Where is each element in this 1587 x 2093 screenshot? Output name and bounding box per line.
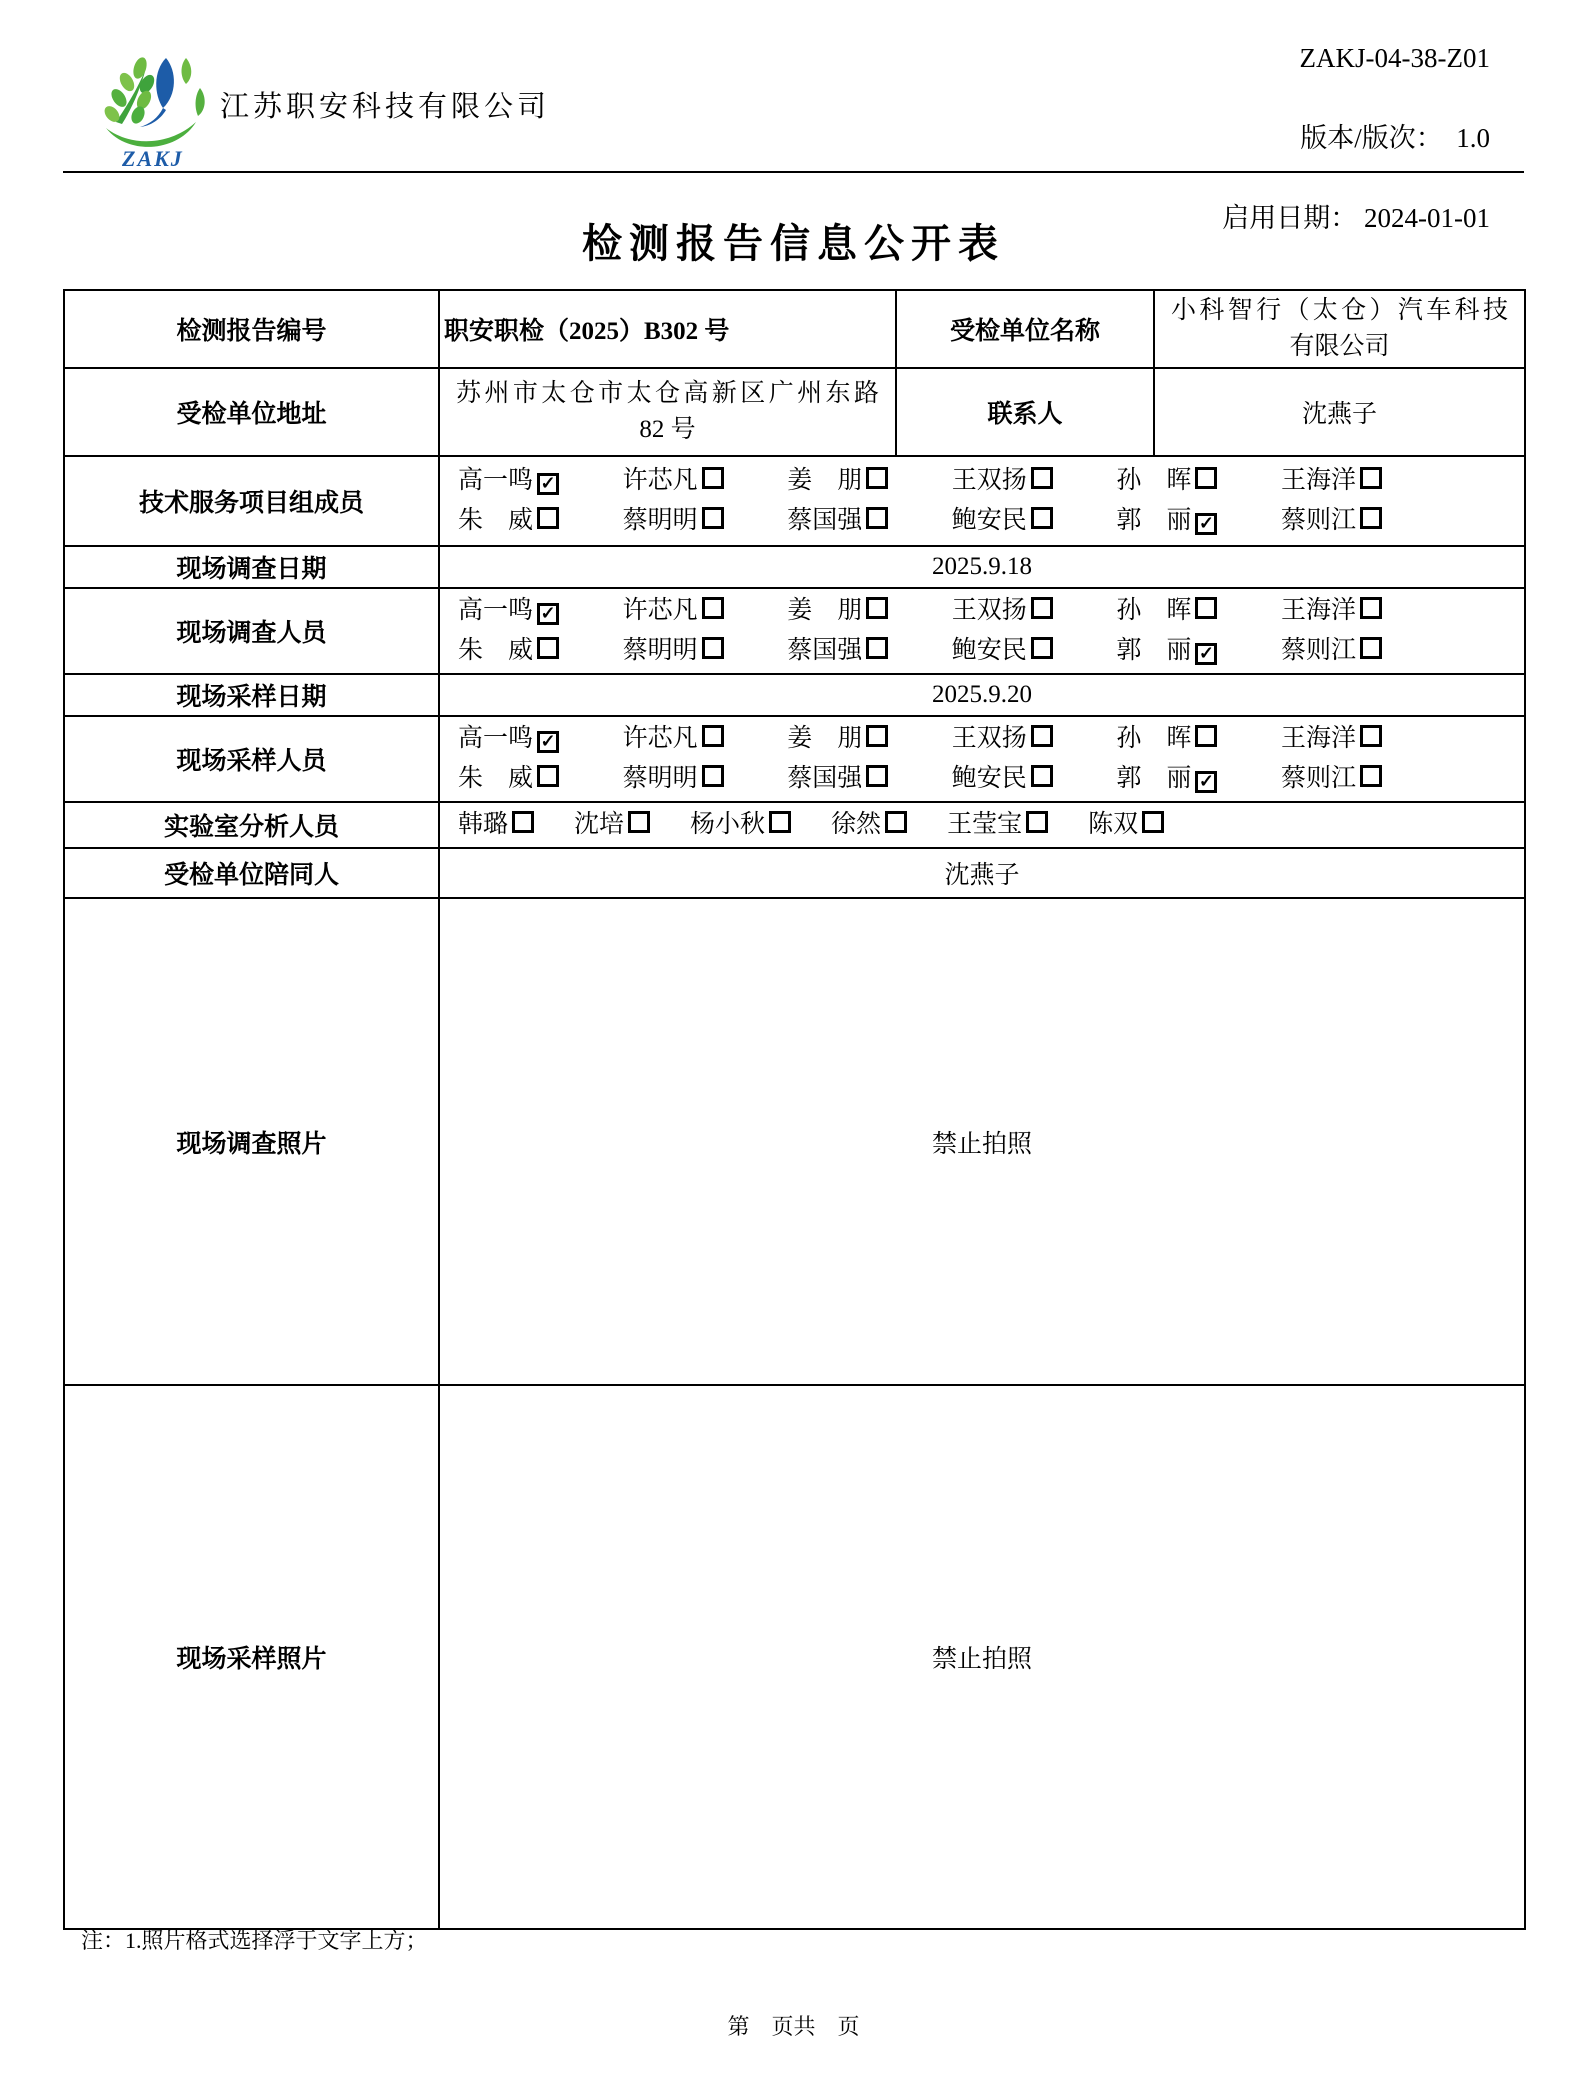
checkbox-unchecked-icon[interactable] (1195, 725, 1217, 747)
row-unit-address (64, 368, 1525, 456)
member-option (1281, 591, 1382, 631)
member-option (1116, 591, 1217, 631)
sampling-photo-area: 禁止拍照 (439, 1385, 1525, 1929)
member-checkbox-row (444, 461, 1520, 501)
escort-value: 沈燕子 (439, 848, 1525, 898)
member-checkbox-row (444, 501, 1520, 541)
member-checkbox-row (444, 719, 1520, 759)
member-name: 姜 朋 (787, 725, 863, 752)
row-survey-photo (64, 898, 1525, 1385)
checkbox-unchecked-icon[interactable] (702, 597, 724, 619)
member-name: 姜 朋 (787, 467, 863, 494)
member-option (623, 461, 724, 501)
checkbox-unchecked-icon[interactable] (1142, 811, 1164, 833)
member-option (1116, 631, 1217, 671)
member-option (787, 591, 888, 631)
member-option (623, 719, 724, 759)
checkbox-unchecked-icon[interactable] (866, 507, 888, 529)
member-option (458, 591, 559, 631)
member-option (1281, 631, 1382, 671)
company-name: 江苏职安科技有限公司 (220, 91, 551, 123)
checkbox-unchecked-icon[interactable] (1031, 765, 1053, 787)
checkbox-unchecked-icon[interactable] (866, 725, 888, 747)
checkbox-unchecked-icon[interactable] (537, 507, 559, 529)
doc-start-date: 启用日期： 2024-01-01 (1222, 203, 1490, 233)
unit-name-line1: 小科智行（太仓）汽车科技 (1171, 297, 1508, 324)
checkbox-unchecked-icon[interactable] (628, 811, 650, 833)
member-option (1281, 759, 1382, 799)
member-checkbox-row (444, 591, 1520, 631)
member-name: 蔡则江 (1280, 507, 1356, 534)
row-escort (64, 848, 1525, 898)
member-option (787, 631, 888, 671)
unit-name-value (1154, 290, 1525, 368)
member-name: 郭 丽 (1116, 507, 1192, 534)
team-label: 技术服务项目组成员 (64, 456, 439, 546)
survey-date-label: 现场调查日期 (64, 546, 439, 588)
checkbox-unchecked-icon[interactable] (866, 597, 888, 619)
lab-label: 实验室分析人员 (64, 802, 439, 848)
member-name: 王双扬 (951, 725, 1027, 752)
doc-code: ZAKJ-04-38-Z01 (1299, 43, 1490, 73)
member-name: 鲍安民 (951, 765, 1027, 792)
member-option (787, 461, 888, 501)
member-option (623, 759, 724, 799)
member-name: 徐然 (831, 811, 882, 838)
member-option (623, 501, 724, 541)
unit-addr-line2: 82 号 (639, 416, 696, 443)
checkbox-unchecked-icon[interactable] (702, 507, 724, 529)
member-option (574, 805, 650, 845)
checkbox-unchecked-icon[interactable] (1360, 765, 1382, 787)
row-survey-staff (64, 588, 1525, 674)
checkbox-unchecked-icon[interactable] (1195, 597, 1217, 619)
member-option (787, 719, 888, 759)
checkbox-unchecked-icon[interactable] (1360, 597, 1382, 619)
survey-staff-label: 现场调查人员 (64, 588, 439, 674)
member-name: 蔡国强 (787, 765, 863, 792)
row-sampling-date (64, 674, 1525, 716)
member-name: 王海洋 (1280, 597, 1356, 624)
sampling-staff-cell (439, 716, 1525, 802)
checkbox-unchecked-icon[interactable] (866, 765, 888, 787)
member-name: 蔡则江 (1280, 637, 1356, 664)
survey-date-value: 2025.9.18 (439, 546, 1525, 588)
member-checkbox-row (444, 631, 1520, 671)
report-no-label: 检测报告编号 (64, 290, 439, 368)
member-option (787, 501, 888, 541)
report-info-table (63, 289, 1526, 1930)
checkbox-unchecked-icon[interactable] (1360, 725, 1382, 747)
member-option (1116, 719, 1217, 759)
checkbox-checked-icon[interactable]: ✓ (537, 473, 559, 495)
member-name: 孙 晖 (1116, 597, 1192, 624)
unit-addr-line1: 苏州市太仓市太仓高新区广州东路 (456, 380, 879, 407)
member-name: 鲍安民 (951, 507, 1027, 534)
member-name: 高一鸣 (458, 597, 534, 624)
checkbox-checked-icon[interactable]: ✓ (1195, 643, 1217, 665)
member-option (952, 501, 1053, 541)
member-name: 姜 朋 (787, 597, 863, 624)
checkbox-unchecked-icon[interactable] (769, 811, 791, 833)
member-name: 许芯凡 (622, 725, 698, 752)
checkbox-unchecked-icon[interactable] (537, 765, 559, 787)
unit-name-label: 受检单位名称 (896, 290, 1154, 368)
member-name: 许芯凡 (622, 597, 698, 624)
header-divider (63, 171, 1524, 173)
contact-value: 沈燕子 (1154, 368, 1525, 456)
row-lab-staff (64, 802, 1525, 848)
member-option (1281, 461, 1382, 501)
checkbox-unchecked-icon[interactable] (1031, 507, 1053, 529)
logo-abbr-text: ZAKJ (122, 146, 184, 171)
member-name: 沈培 (574, 811, 625, 838)
team-members-cell (439, 456, 1525, 546)
checkbox-unchecked-icon[interactable] (866, 637, 888, 659)
member-name: 孙 晖 (1116, 725, 1192, 752)
sampling-date-value: 2025.9.20 (439, 674, 1525, 716)
member-name: 蔡明明 (622, 637, 698, 664)
member-option (623, 631, 724, 671)
member-option (831, 805, 907, 845)
member-option (458, 759, 559, 799)
sampling-date-label: 现场采样日期 (64, 674, 439, 716)
member-name: 朱 威 (458, 765, 534, 792)
member-option (1281, 501, 1382, 541)
sampling-photo-label: 现场采样照片 (64, 1385, 439, 1929)
row-report-no (64, 290, 1525, 368)
member-option (947, 805, 1048, 845)
member-name: 蔡国强 (787, 637, 863, 664)
checkbox-unchecked-icon[interactable] (1360, 507, 1382, 529)
member-name: 韩璐 (458, 811, 509, 838)
member-name: 许芯凡 (622, 467, 698, 494)
member-name: 蔡明明 (622, 507, 698, 534)
checkbox-unchecked-icon[interactable] (1031, 637, 1053, 659)
page-title: 检测报告信息公开表 (582, 221, 1005, 266)
checkbox-unchecked-icon[interactable] (1360, 637, 1382, 659)
unit-addr-value (439, 368, 896, 456)
report-no-value: 职安职检（2025）B302 号 (439, 290, 896, 368)
member-option (458, 719, 559, 759)
member-name: 郭 丽 (1116, 637, 1192, 664)
member-option (1116, 759, 1217, 799)
member-name: 王双扬 (951, 467, 1027, 494)
member-name: 郭 丽 (1116, 765, 1192, 792)
footnote: 注：1.照片格式选择浮于文字上方； (81, 1928, 428, 1953)
member-name: 王双扬 (951, 597, 1027, 624)
lab-staff-cell (439, 802, 1525, 848)
member-name: 陈双 (1088, 811, 1139, 838)
member-option (458, 631, 559, 671)
member-option (1281, 719, 1382, 759)
checkbox-checked-icon[interactable]: ✓ (537, 603, 559, 625)
member-option (952, 759, 1053, 799)
member-option (952, 719, 1053, 759)
checkbox-unchecked-icon[interactable] (1031, 597, 1053, 619)
sampling-staff-label: 现场采样人员 (64, 716, 439, 802)
row-team-members (64, 456, 1525, 546)
checkbox-unchecked-icon[interactable] (885, 811, 907, 833)
member-option (952, 461, 1053, 501)
checkbox-unchecked-icon[interactable] (702, 765, 724, 787)
checkbox-unchecked-icon[interactable] (866, 467, 888, 489)
survey-staff-cell (439, 588, 1525, 674)
member-option (787, 759, 888, 799)
checkbox-unchecked-icon[interactable] (1031, 467, 1053, 489)
member-name: 朱 威 (458, 507, 534, 534)
member-name: 高一鸣 (458, 725, 534, 752)
checkbox-unchecked-icon[interactable] (702, 725, 724, 747)
member-option (1116, 501, 1217, 541)
row-survey-date (64, 546, 1525, 588)
member-option (690, 805, 791, 845)
checkbox-unchecked-icon[interactable] (512, 811, 534, 833)
member-option (623, 591, 724, 631)
checkbox-unchecked-icon[interactable] (537, 637, 559, 659)
checkbox-unchecked-icon[interactable] (702, 637, 724, 659)
checkbox-checked-icon[interactable]: ✓ (1195, 513, 1217, 535)
member-name: 孙 晖 (1116, 467, 1192, 494)
checkbox-unchecked-icon[interactable] (702, 467, 724, 489)
member-name: 王海洋 (1280, 725, 1356, 752)
checkbox-unchecked-icon[interactable] (1026, 811, 1048, 833)
doc-version: 版本/版次： 1.0 (1300, 123, 1490, 153)
member-option (458, 501, 559, 541)
member-name: 王海洋 (1280, 467, 1356, 494)
survey-photo-label: 现场调查照片 (64, 898, 439, 1385)
member-option (458, 461, 559, 501)
checkbox-checked-icon[interactable]: ✓ (1195, 771, 1217, 793)
checkbox-checked-icon[interactable]: ✓ (537, 731, 559, 753)
company-logo-icon (100, 52, 212, 150)
member-name: 高一鸣 (458, 467, 534, 494)
member-checkbox-row (444, 805, 1520, 845)
contact-label: 联系人 (896, 368, 1154, 456)
member-name: 蔡明明 (622, 765, 698, 792)
survey-photo-area: 禁止拍照 (439, 898, 1525, 1385)
row-sampling-staff (64, 716, 1525, 802)
member-option (1088, 805, 1164, 845)
member-name: 朱 威 (458, 637, 534, 664)
member-option (1116, 461, 1217, 501)
unit-addr-label: 受检单位地址 (64, 368, 439, 456)
member-name: 蔡则江 (1280, 765, 1356, 792)
member-option (952, 631, 1053, 671)
member-name: 杨小秋 (690, 811, 766, 838)
escort-label: 受检单位陪同人 (64, 848, 439, 898)
member-name: 王莹宝 (947, 811, 1023, 838)
checkbox-unchecked-icon[interactable] (1195, 467, 1217, 489)
checkbox-unchecked-icon[interactable] (1031, 725, 1053, 747)
member-option (458, 805, 534, 845)
page-number: 第 页共 页 (727, 2014, 860, 2039)
member-name: 蔡国强 (787, 507, 863, 534)
member-name: 鲍安民 (951, 637, 1027, 664)
member-checkbox-row (444, 759, 1520, 799)
row-sampling-photo (64, 1385, 1525, 1929)
unit-name-line2: 有限公司 (1289, 333, 1390, 360)
member-option (952, 591, 1053, 631)
checkbox-unchecked-icon[interactable] (1360, 467, 1382, 489)
